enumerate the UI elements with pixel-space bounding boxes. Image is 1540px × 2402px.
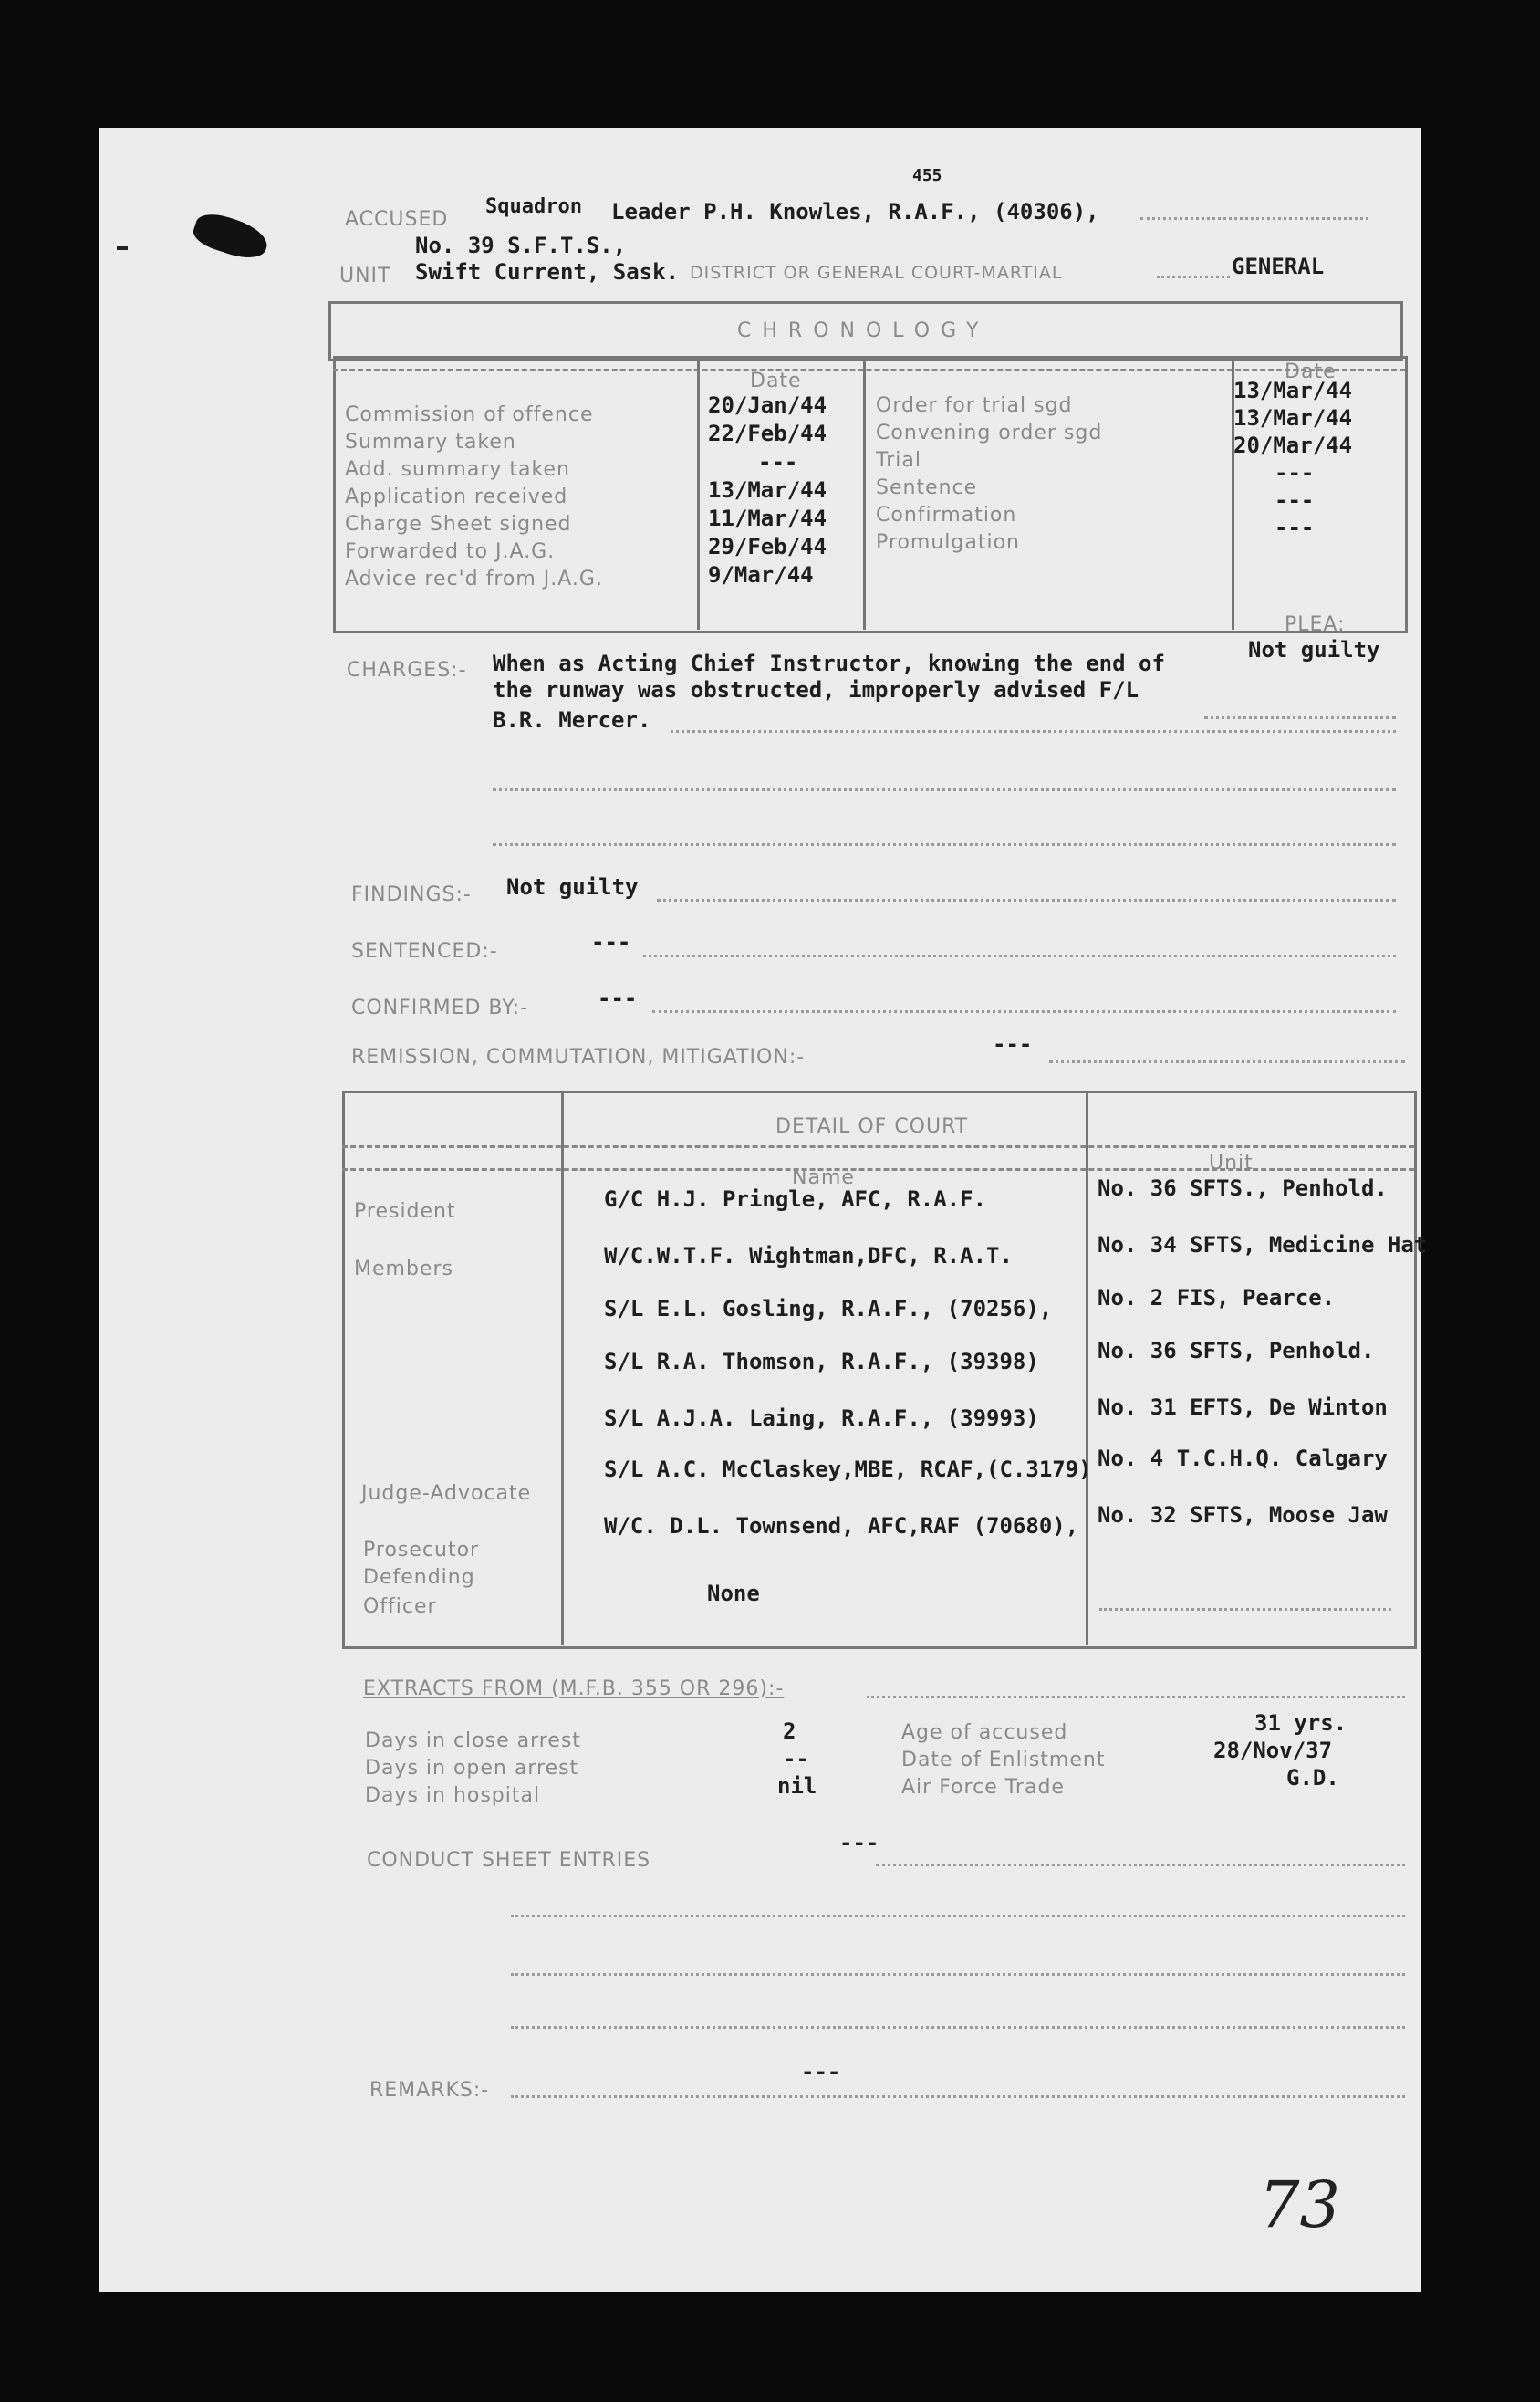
remarks-value: ---	[801, 2059, 841, 2084]
court-member-name: G/C H.J. Pringle, AFC, R.A.F.	[604, 1186, 987, 1212]
accused-prefix: ACCUSED	[345, 208, 449, 231]
confirmed-dots	[652, 1010, 1396, 1013]
role-president: President	[354, 1200, 456, 1223]
page-number: 73	[1259, 2167, 1341, 2242]
confirmed-label: CONFIRMED BY:-	[351, 997, 529, 1019]
chronology-divider-1	[697, 356, 700, 630]
chronology-right-date: ---	[1275, 515, 1315, 540]
chronology-right-date: ---	[1275, 460, 1315, 486]
unit-prefix: UNIT	[339, 265, 391, 287]
charges-label: CHARGES:-	[347, 659, 467, 682]
court-member-unit: No. 2 FIS, Pearce.	[1098, 1285, 1336, 1311]
findings-value: Not guilty	[506, 874, 639, 900]
remission-label: REMISSION, COMMUTATION, MITIGATION:-	[351, 1046, 806, 1069]
charges-line-3: B.R. Mercer.	[493, 707, 651, 733]
sentence-dots	[643, 955, 1396, 957]
findings-dots	[657, 899, 1396, 902]
charges-dots-4	[493, 843, 1396, 846]
charges-dots-2	[671, 730, 1396, 733]
chronology-right-label: Trial	[876, 449, 921, 472]
extract-right-label: Date of Enlistment	[901, 1749, 1106, 1771]
chronology-left-date: 11/Mar/44	[708, 506, 827, 531]
charges-dots-1	[1204, 716, 1396, 719]
court-member-unit: No. 34 SFTS, Medicine Hat	[1098, 1232, 1428, 1258]
name-header: Name	[792, 1166, 855, 1189]
chronology-right-date: 20/Mar/44	[1233, 433, 1353, 458]
court-member-unit: No. 36 SFTS., Penhold.	[1098, 1175, 1388, 1201]
chronology-left-date: 13/Mar/44	[708, 477, 827, 503]
extracts-title: EXTRACTS FROM (M.F.B. 355 OR 296):-	[363, 1677, 785, 1700]
conduct-dots-2	[511, 1915, 1405, 1917]
extract-left-label: Days in close arrest	[365, 1729, 581, 1752]
accused-dotted-line	[1140, 217, 1368, 220]
chronology-right-label: Confirmation	[876, 504, 1017, 527]
findings-label: FINDINGS:-	[351, 883, 472, 906]
chronology-divider-2	[863, 356, 866, 630]
extract-left-label: Days in open arrest	[365, 1757, 579, 1780]
court-type-prefix: DISTRICT OR GENERAL COURT-MARTIAL	[690, 263, 1063, 283]
chronology-right-label: Convening order sgd	[876, 422, 1103, 444]
extract-left-label: Days in hospital	[365, 1784, 541, 1807]
role-officer: Officer	[363, 1595, 437, 1618]
chronology-title: CHRONOLOGY	[737, 319, 990, 342]
role-prosecutor: Prosecutor	[363, 1539, 480, 1561]
extract-left-value: 2	[783, 1718, 796, 1744]
left-date-header: Date	[750, 370, 802, 392]
charges-line-2: the runway was obstructed, improperly advised F/L	[493, 677, 1139, 703]
unit-line-1: No. 39 S.F.T.S.,	[415, 233, 627, 258]
chronology-left-date: ---	[758, 449, 798, 475]
court-header-rule	[342, 1145, 1414, 1148]
remission-value: ---	[993, 1031, 1033, 1057]
chronology-left-date: 29/Feb/44	[708, 534, 827, 559]
chronology-right-label: Promulgation	[876, 531, 1020, 554]
margin-tick	[117, 246, 128, 250]
remission-dots	[1049, 1060, 1405, 1063]
squadron-word: Squadron	[485, 195, 582, 218]
chronology-right-date: ---	[1275, 487, 1315, 513]
extract-right-value: 31 yrs.	[1254, 1710, 1348, 1736]
court-officer-dots	[1099, 1608, 1391, 1611]
extract-left-value: --	[783, 1746, 809, 1771]
chronology-header-rule	[333, 369, 1405, 371]
court-member-name: S/L R.A. Thomson, R.A.F., (39398)	[604, 1349, 1039, 1374]
charges-line-1: When as Acting Chief Instructor, knowing the end of	[493, 651, 1165, 676]
extract-right-label: Age of accused	[901, 1721, 1068, 1744]
right-date-header: Date	[1285, 360, 1337, 383]
court-member-name: W/C. D.L. Townsend, AFC,RAF (70680),	[604, 1513, 1079, 1539]
extracts-dots	[867, 1696, 1405, 1698]
chronology-left-label: Advice rec'd from J.A.G.	[345, 568, 603, 590]
conduct-value: ---	[839, 1830, 879, 1855]
remarks-dots	[511, 2095, 1405, 2098]
role-defending: Defending	[363, 1566, 475, 1589]
unit-line-2: Swift Current, Sask.	[415, 259, 679, 285]
court-member-name: None	[707, 1581, 760, 1606]
chronology-left-label: Charge Sheet signed	[345, 513, 572, 536]
chronology-left-date: 20/Jan/44	[708, 392, 827, 418]
chronology-left-label: Forwarded to J.A.G.	[345, 540, 556, 563]
chronology-left-label: Application received	[345, 486, 568, 508]
extract-left-value: nil	[777, 1773, 817, 1799]
conduct-dots-1	[876, 1864, 1405, 1866]
charges-dots-3	[493, 788, 1396, 791]
court-divider-2	[1086, 1091, 1088, 1645]
chronology-right-label: Order for trial sgd	[876, 394, 1073, 417]
court-type: GENERAL	[1232, 254, 1325, 279]
remarks-label: REMARKS:-	[369, 2079, 490, 2102]
court-member-unit: No. 4 T.C.H.Q. Calgary	[1098, 1446, 1388, 1471]
chronology-right-label: Sentence	[876, 476, 978, 499]
sentence-value: ---	[591, 929, 631, 955]
court-member-name: S/L A.J.A. Laing, R.A.F., (39993)	[604, 1405, 1039, 1431]
chronology-left-date: 9/Mar/44	[708, 562, 814, 588]
court-title: DETAIL OF COURT	[775, 1115, 969, 1138]
extract-right-value: 28/Nov/37	[1213, 1738, 1333, 1763]
extract-right-label: Air Force Trade	[901, 1776, 1065, 1799]
conduct-label: CONDUCT SHEET ENTRIES	[367, 1849, 651, 1872]
chronology-left-label: Commission of offence	[345, 403, 594, 426]
role-members: Members	[354, 1258, 453, 1280]
chronology-left-label: Summary taken	[345, 431, 516, 454]
caret-note: 455	[912, 166, 942, 185]
court-member-unit: No. 32 SFTS, Moose Jaw	[1098, 1502, 1388, 1528]
chronology-left-date: 22/Feb/44	[708, 421, 827, 446]
court-divider-1	[561, 1091, 564, 1645]
conduct-dots-3	[511, 1973, 1405, 1976]
plea-value: Not guilty	[1248, 637, 1380, 663]
court-type-dots	[1157, 276, 1230, 278]
chronology-left-label: Add. summary taken	[345, 458, 570, 481]
role-judge-advocate: Judge-Advocate	[361, 1482, 532, 1505]
extract-right-value: G.D.	[1286, 1765, 1339, 1791]
chronology-right-date: 13/Mar/44	[1233, 378, 1353, 403]
court-member-name: S/L E.L. Gosling, R.A.F., (70256),	[604, 1296, 1053, 1321]
court-member-unit: No. 36 SFTS, Penhold.	[1098, 1338, 1375, 1363]
plea-label: PLEA:	[1285, 613, 1346, 636]
confirmed-value: ---	[598, 986, 638, 1011]
court-member-unit: No. 31 EFTS, De Winton	[1098, 1394, 1388, 1420]
accused-name: Leader P.H. Knowles, R.A.F., (40306),	[611, 199, 1099, 225]
court-member-name: S/L A.C. McClaskey,MBE, RCAF,(C.3179)	[604, 1457, 1092, 1482]
chronology-right-date: 13/Mar/44	[1233, 405, 1353, 431]
court-member-name: W/C.W.T.F. Wightman,DFC, R.A.T.	[604, 1243, 1013, 1269]
conduct-dots-4	[511, 2026, 1405, 2029]
unit-header: Unit	[1209, 1152, 1254, 1175]
sentence-label: SENTENCED:-	[351, 940, 498, 963]
